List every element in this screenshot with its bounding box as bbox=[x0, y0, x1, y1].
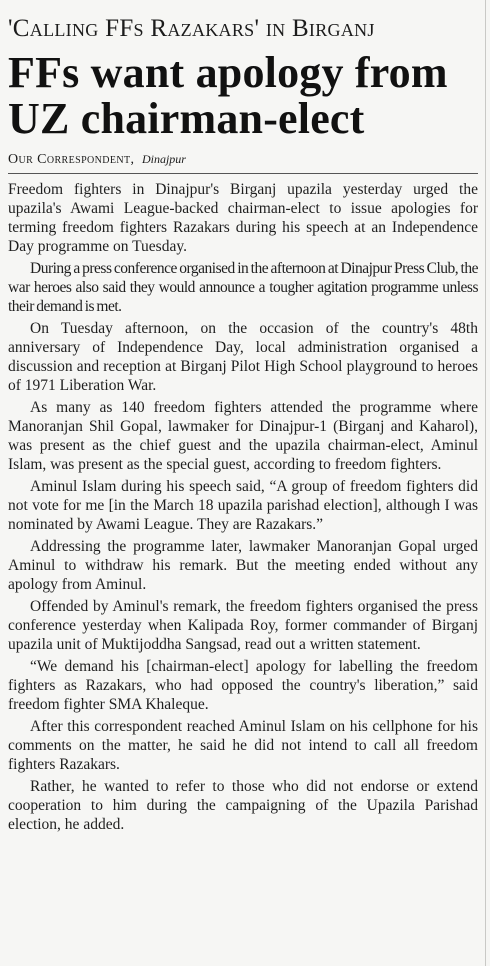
paragraph-1: Freedom fighters in Dinajpur's Birganj upazila yesterday urged the upazila's Awami League-backed chairman-elect to issue apologies for terming freedom fighters Razakars during his speech at an Independence Day programme on Tuesday. bbox=[8, 181, 478, 255]
kicker-headline: 'Calling FFs Razakars' in Birganj bbox=[8, 15, 375, 42]
paragraph-2: During a press conference organised in the afternoon at Dinajpur Press Club, the war heroes also said they would announce a tougher agitation programme unless their demand is met. bbox=[8, 260, 478, 315]
paragraph-6: Addressing the programme later, lawmaker Manoranjan Gopal urged Aminul to withdraw his remark. But the meeting ended without any apology from Aminul. bbox=[8, 538, 478, 593]
paragraph-7: Offended by Aminul's remark, the freedom fighters organised the press conference yesterday when Kalipada Roy, former commander of Birganj upazila unit of Muktijoddha Sangsad, read out a written statement. bbox=[8, 598, 478, 653]
article-body bbox=[8, 180, 478, 834]
page-edge-divider bbox=[485, 0, 486, 966]
paragraph-9: After this correspondent reached Aminul Islam on his cellphone for his comments on the matter, he said he did not intend to call all freedom fighters Razakars. bbox=[8, 718, 478, 773]
paragraph-10: Rather, he wanted to refer to those who did not endorse or extend cooperation to him during the campaigning of the Upazila Parishad election, he added. bbox=[8, 778, 478, 833]
byline-rule bbox=[8, 173, 478, 174]
byline bbox=[8, 150, 478, 169]
byline-place: Dinajpur bbox=[141, 152, 186, 166]
byline-name: Our Correspondent, bbox=[8, 152, 135, 167]
main-headline: FFs want apology from UZ chairman-elect bbox=[8, 48, 448, 143]
paragraph-4: As many as 140 freedom fighters attended the programme where Manoranjan Shil Gopal, lawmaker for Dinajpur-1 (Birganj and Kaharol), was present as the chief guest and the upazila chairman-elect, Aminul Islam, was present as the special guest, according to freedom fighters. bbox=[8, 399, 478, 473]
paragraph-3: On Tuesday afternoon, on the occasion of the country's 48th anniversary of Independence Day, local administration organised a discussion and reception at Birganj Pilot High School playground to heroes of 1971 Liberation War. bbox=[8, 320, 478, 394]
paragraph-5: Aminul Islam during his speech said, “A group of freedom fighters did not vote for me [in the March 18 upazila parishad election], although I was nominated by Awami League. They are Razakars.” bbox=[8, 478, 478, 533]
paragraph-8: “We demand his [chairman-elect] apology for labelling the freedom fighters as Razakars, who had opposed the country's liberation,” said freedom fighter SMA Khaleque. bbox=[8, 658, 478, 713]
